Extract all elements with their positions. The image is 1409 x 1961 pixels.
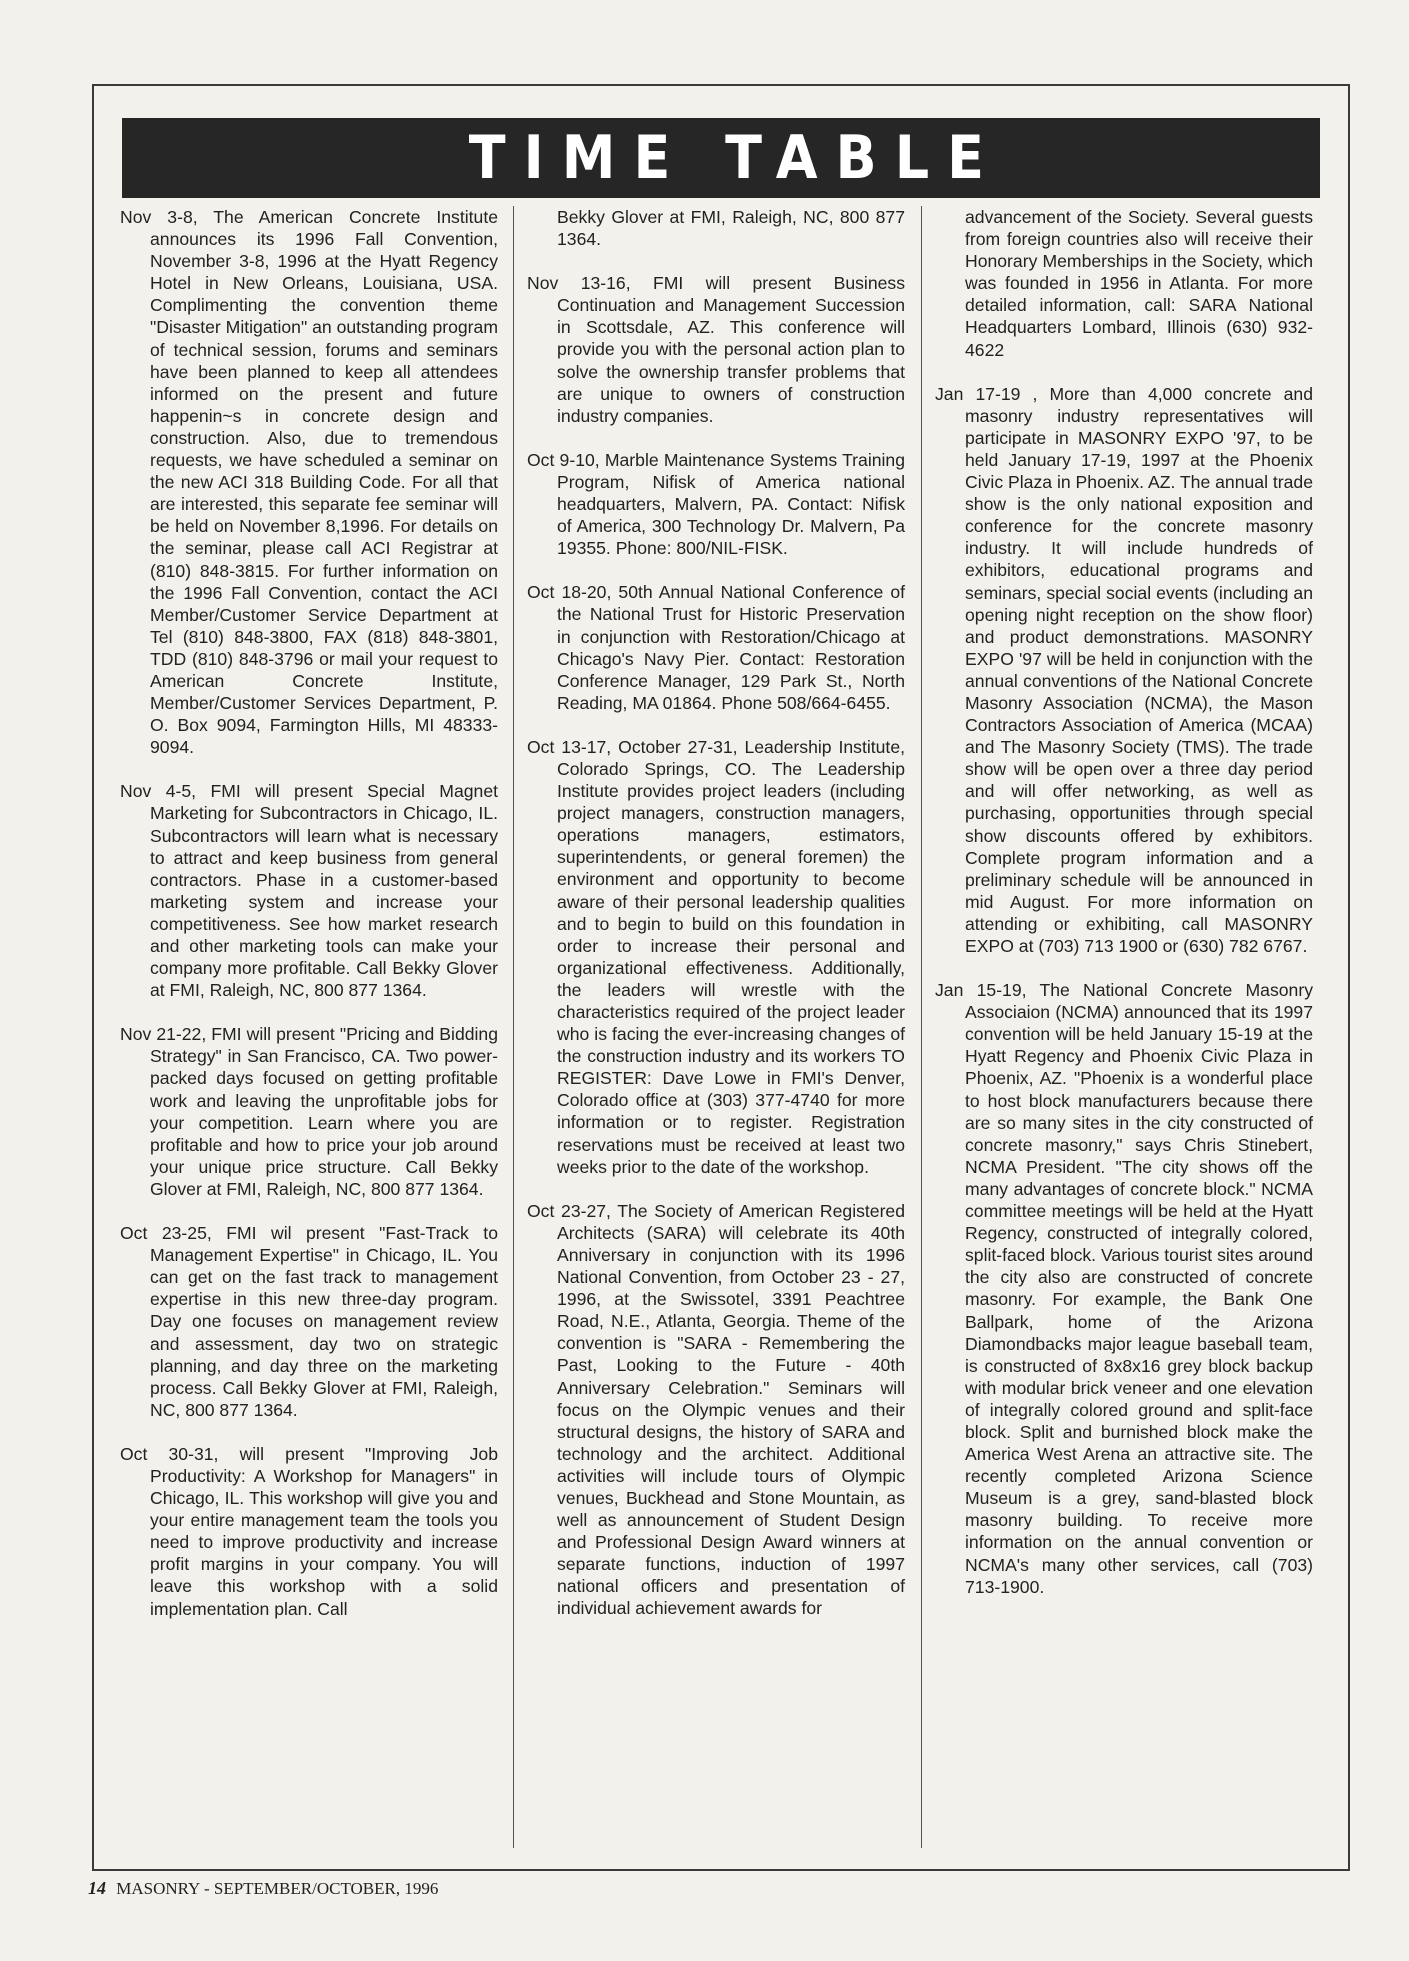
column-divider: [921, 206, 922, 1848]
event-entry: Nov 4-5, FMI will present Special Magnet Marketing for Subcontractors in Chicago, IL. Subcontractors will learn what is necessary to attract and keep business from general contractors. Phase in a customer-based marketing system and increase your competitiveness. See how market research and other marketing tools can make your company more profitable. Call Bekky Glover at FMI, Raleigh, NC, 800 877 1364.: [120, 781, 498, 1001]
event-entry: Nov 21-22, FMI will present "Pricing and Bidding Strategy" in San Francisco, CA. Two power-packed days focused on getting profitable work and leaving the unprofitable jobs for your competition. Learn where you are profitable and how to price your job around your unique price structure. Call Bekky Glover at FMI, Raleigh, NC, 800 877 1364.: [120, 1024, 498, 1199]
page-title: TIME TABLE: [468, 123, 1003, 193]
event-entry: Nov 13-16, FMI will present Business Continuation and Management Succession in Scottsdale, AZ. This conference will provide you with the personal action plan to solve the ownership transfer problems that are unique to owners of construction industry companies.: [527, 273, 905, 426]
event-entry: Jan 17-19 , More than 4,000 concrete and masonry industry representatives will participate in MASONRY EXPO '97, to be held January 17-19, 1997 at the Phoenix Civic Plaza in Phoenix. AZ. The annual trade show is the only national exposition and conference for the concrete masonry industry. It will include hundreds of exhibitors, educational programs and seminars, special social events (including an opening night reception on the show floor) and product demonstrations. MASONRY EXPO '97 will be held in conjunction with the annual conventions of the National Concrete Masonry Association (NCMA), the Mason Contractors Association of America (MCAA) and The Masonry Society (TMS). The trade show will be open over a three day period and will offer networking, as well as purchasing, opportunities through special show discounts offered by exhibitors. Complete program information and a preliminary schedule will be announced in mid August. For more information on attending or exhibiting, call MASONRY EXPO at (703) 713 1900 or (630) 782 6767.: [935, 383, 1313, 956]
event-entry: Oct 9-10, Marble Maintenance Systems Training Program, Nifisk of America national headquarters, Malvern, PA. Contact: Nifisk of America, 300 Technology Dr. Malvern, Pa 19355. Phone: 800/NIL-FISK.: [527, 449, 905, 559]
event-continuation: advancement of the Society. Several guests from foreign countries also will receive their Honorary Memberships in the Society, which was founded in 1956 in Atlanta. For more detailed information, call: SARA National Headquarters Lombard, Illinois (630) 932-4622: [965, 207, 1313, 360]
event-entry: Oct 30-31, will present "Improving Job Productivity: A Workshop for Managers" in Chicago, IL. This workshop will give you and your entire management team the tools you need to improve productivity and increase profit margins in your company. You will leave this workshop with a solid implementation plan. Call: [120, 1443, 498, 1619]
publication-info: MASONRY - SEPTEMBER/OCTOBER, 1996: [116, 1879, 439, 1898]
event-entry: Oct 18-20, 50th Annual National Conference of the National Trust for Historic Preservation in conjunction with Restoration/Chicago at Chicago's Navy Pier. Contact: Restoration Conference Manager, 129 Park St., North Reading, MA 01864. Phone 508/664-6455.: [527, 582, 905, 713]
event-continuation: Bekky Glover at FMI, Raleigh, NC, 800 877 1364.: [557, 207, 905, 250]
event-entry: Nov 3-8, The American Concrete Institute announces its 1996 Fall Convention, November 3-8, 1996 at the Hyatt Regency Hotel in New Orleans, Louisiana, USA. Complimenting the convention theme "Disaster Mitigation" an outstanding program of technical session, forums and seminars have been planned to keep all attendees informed on the present and future happenin~s in concrete design and construction. Also, due to tremendous requests, we have scheduled a seminar on the new ACI 318 Building Code. For all that are interested, this separate fee seminar will be held on November 8,1996. For details on the seminar, please call ACI Registrar at (810) 848-3815. For further information on the 1996 Fall Convention, contact the ACI Member/Customer Service Department at Tel (810) 848-3800, FAX (818) 848-3801, TDD (810) 848-3796 or mail your request to American Concrete Institute, Member/Customer Services Department, P. O. Box 9094, Farmington Hills, MI 48333-9094.: [120, 207, 498, 758]
column-divider: [513, 206, 514, 1848]
event-entry: Oct 13-17, October 27-31, Leadership Institute, Colorado Springs, CO. The Leadership Institute provides project leaders (including project managers, construction managers, operations managers, estimators, superintendents, or general foremen) the environment and opportunity to become aware of their personal leadership qualities and to begin to build on this foundation in order to increase their personal and organizational effectiveness. Additionally, the leaders will wrestle with the characteristics required of the project leader who is facing the ever-increasing changes of the construction industry and its workers TO REGISTER: Dave Lowe in FMI's Denver, Colorado office at (303) 377-4740 for more information or to register. Registration reservations must be received at least two weeks prior to the date of the workshop.: [527, 736, 905, 1177]
page-footer: [88, 1878, 438, 1899]
page-number: 14: [88, 1878, 106, 1898]
event-entry: Jan 15-19, The National Concrete Masonry Associaion (NCMA) announced that its 1997 convention will be held January 15-19 at the Hyatt Regency and Phoenix Civic Plaza in Phoenix, AZ. "Phoenix is a wonderful place to host block manufacturers because there are so many sites in the city constructed of concrete masonry," says Chris Stinebert, NCMA President. "The city shows off the many advantages of concrete block." NCMA committee meetings will be held at the Hyatt Regency, constructed of integrally colored, split-faced block. Various tourist sites around the city also are constructed of concrete masonry. For example, the Bank One Ballpark, home of the Arizona Diamondbacks major league baseball team, is constructed of 8x8x16 grey block backup with modular brick veneer and one elevation of integrally colored ground and split-face block. Split and burnished block make the America West Arena an attractive site. The recently completed Arizona Science Museum is a grey, sand-blasted block masonry building. To receive more information on the annual convention or NCMA's many other services, call (703) 713-1900.: [935, 980, 1313, 1597]
event-entry: Oct 23-25, FMI wil present "Fast-Track to Management Expertise" in Chicago, IL. You can get on the fast track to management expertise in this new three-day program. Day one focuses on management review and assessment, day two on strategic planning, and day three on the marketing process. Call Bekky Glover at FMI, Raleigh, NC, 800 877 1364.: [120, 1223, 498, 1420]
column-3: [935, 206, 1313, 1620]
column-1: [120, 206, 498, 1642]
column-2: [527, 206, 905, 1642]
event-entry: Oct 23-27, The Society of American Registered Architects (SARA) will celebrate its 40th Anniversary in conjunction with its 1996 National Convention, from October 23 - 27, 1996, at the Swissotel, 3391 Peachtree Road, N.E., Atlanta, Georgia. Theme of the convention is "SARA - Remembering the Past, Looking to the Future - 40th Anniversary Celebration." Seminars will focus on the Olympic venues and their structural designs, the history of SARA and technology and the architect. Additional activities will include tours of Olympic venues, Buckhead and Stone Mountain, as well as announcement of Student Design and Professional Design Award winners at separate functions, induction of 1997 national officers and presentation of individual achievement awards for: [527, 1200, 905, 1619]
header-banner: [122, 118, 1320, 198]
